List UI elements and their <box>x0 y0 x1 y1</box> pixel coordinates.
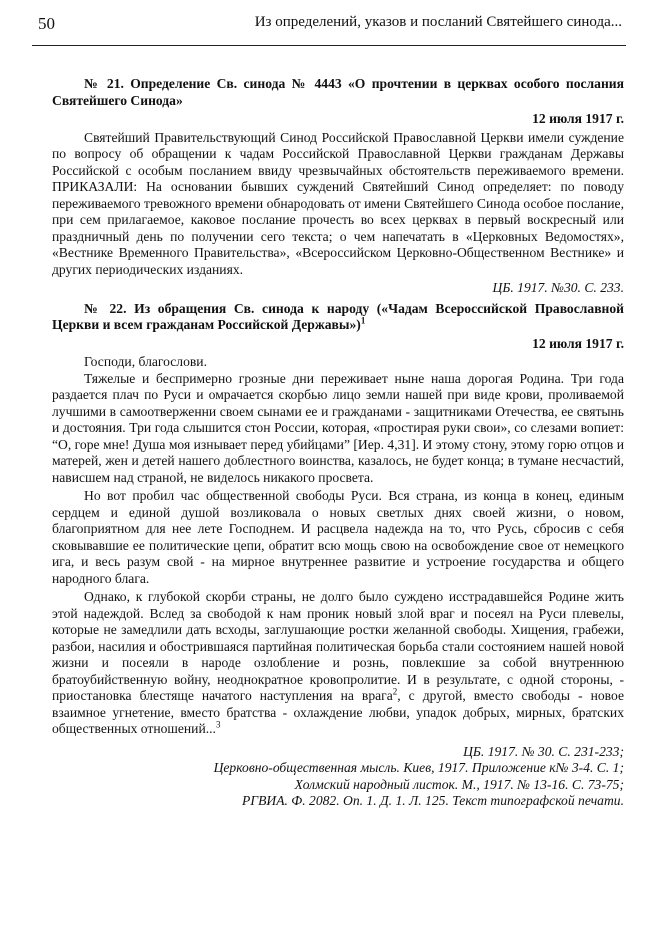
header-rule <box>32 45 626 46</box>
footnote-ref-1: 1 <box>360 315 366 326</box>
footnote-ref-3: 3 <box>215 719 221 730</box>
footnote-ref-2: 2 <box>392 686 398 697</box>
doc22-sources <box>52 744 624 810</box>
source-line: ЦБ. 1917. № 30. С. 231-233; <box>463 743 624 759</box>
para3-text-b: , с другой, вместо свободы - новое взаимное угнетение, вместо братства - охлаждение любви, упадок добрых, мирных, братских общественных отношений... <box>52 688 625 736</box>
source-line: РГВИА. Ф. 2082. Оп. 1. Д. 1. Л. 125. Текст типографской печати. <box>242 793 624 808</box>
doc21-body: Святейший Правительствующий Синод Российской Православной Церкви имели суждение по вопросу об обращении к чадам Российской Православной Церкви гражданам Державы Российской с особым посланием ввиду чрезвычайных обстоятельств переживаемого времени. ПРИКАЗАЛИ: На основании бывших суждений Святейший Синод определяет: по поводу переживаемого тревожного времени обнародовать от имени Святейшего Синода особое послание, при сем прилагаемое, каковое послание прочесть во всех церквах в первый воскресный или праздничный день по получении сего текста; о чем напечатать в «Церковных Ведомостях», «Вестнике Временного Правительства», «Всероссийском Церковно-Общественном Вестнике» и других периодических изданиях. <box>52 129 624 277</box>
source-line: Церковно-общественная мысль. Киев, 1917. Приложение к№ 3-4. С. 1; <box>213 760 624 775</box>
doc22-title-text: № 22. Из обращения Св. синода к народу («Чадам Всероссийской Православной Церкви и всем гражданам Российской Державы») <box>52 300 624 332</box>
doc22-paragraph-1: Тяжелые и беспримерно грозные дни переживает ныне наша дорогая Родина. Три года раздается плач по Руси и омрачается скорбью лицо земли нашей при виде крови, проливаемой лучшими в самоотверженни своем сынами ее и гражданами - защитниками Отечества, ее святынь и достояния. Три года слышится стон России, которая, «простирая руки свои», со слезами вопиет: “О, горе мне! Душа моя изнывает перед убийцами” [Иер. 4,31]. И этому стону, этому горю отцов и матерей, жен и детей нашего доблестного воинства, казалось, не будет конца; в тумане несчастий, нависшем над страной, не виделось никакого просвета. <box>52 370 624 485</box>
doc22-paragraph-3 <box>52 589 624 738</box>
doc21-source: ЦБ. 1917. №30. С. 233. <box>492 280 624 295</box>
page-content <box>52 76 624 810</box>
para3-text-a: Однако, к глубокой скорби страны, не долго было суждено исстрадавшейся Родине жить этой надеждой. Вслед за свободой к нам проник новый злой враг и посеял на Руси плевелы, которые не замедлили дать всходы, заглушающие ростки желанной свободы. Хищения, грабежи, разбои, насилия и обострившаяся партийная политическая борьба стали состоянием нашей новой жизни и посеяли в народе озлобление и рознь, повлекшие за собой внутреннюю братоубийственную войну, неоднократное кровопролитие. И в результате, с одной стороны, - приостановка блестяще начатого наступления на врага <box>52 589 624 703</box>
page-number: 50 <box>38 14 55 33</box>
doc22-title <box>52 301 624 334</box>
doc21-title: № 21. Определение Св. синода № 4443 «О прочтении в церквах особого послания Святейшего Синода» <box>52 76 624 108</box>
doc22-date: 12 июля 1917 г. <box>532 335 624 351</box>
doc22-greeting: Господи, благослови. <box>84 354 207 369</box>
doc22-paragraph-2: Но вот пробил час общественной свободы Руси. Вся страна, из конца в конец, единым сердцем и единой душой возликовала о новых светлых днях своей жизни, о новом, благоприятном для нее лете Господнем. И расцвела надежда на то, что Русь, сбросив с себя сковывавшие ее политические цепи, обратит всю мощь свою на освобождение свое от немецкого ига, и весь разум свой - на мирное внутреннее развитие и устроение государства и общего народного блага. <box>52 488 624 586</box>
source-line: Холмский народный листок. М., 1917. № 13-16. С. 73-75; <box>294 776 624 792</box>
doc21-date: 12 июля 1917 г. <box>532 111 624 126</box>
running-header: Из определений, указов и посланий Святейшего синода... <box>254 14 622 30</box>
